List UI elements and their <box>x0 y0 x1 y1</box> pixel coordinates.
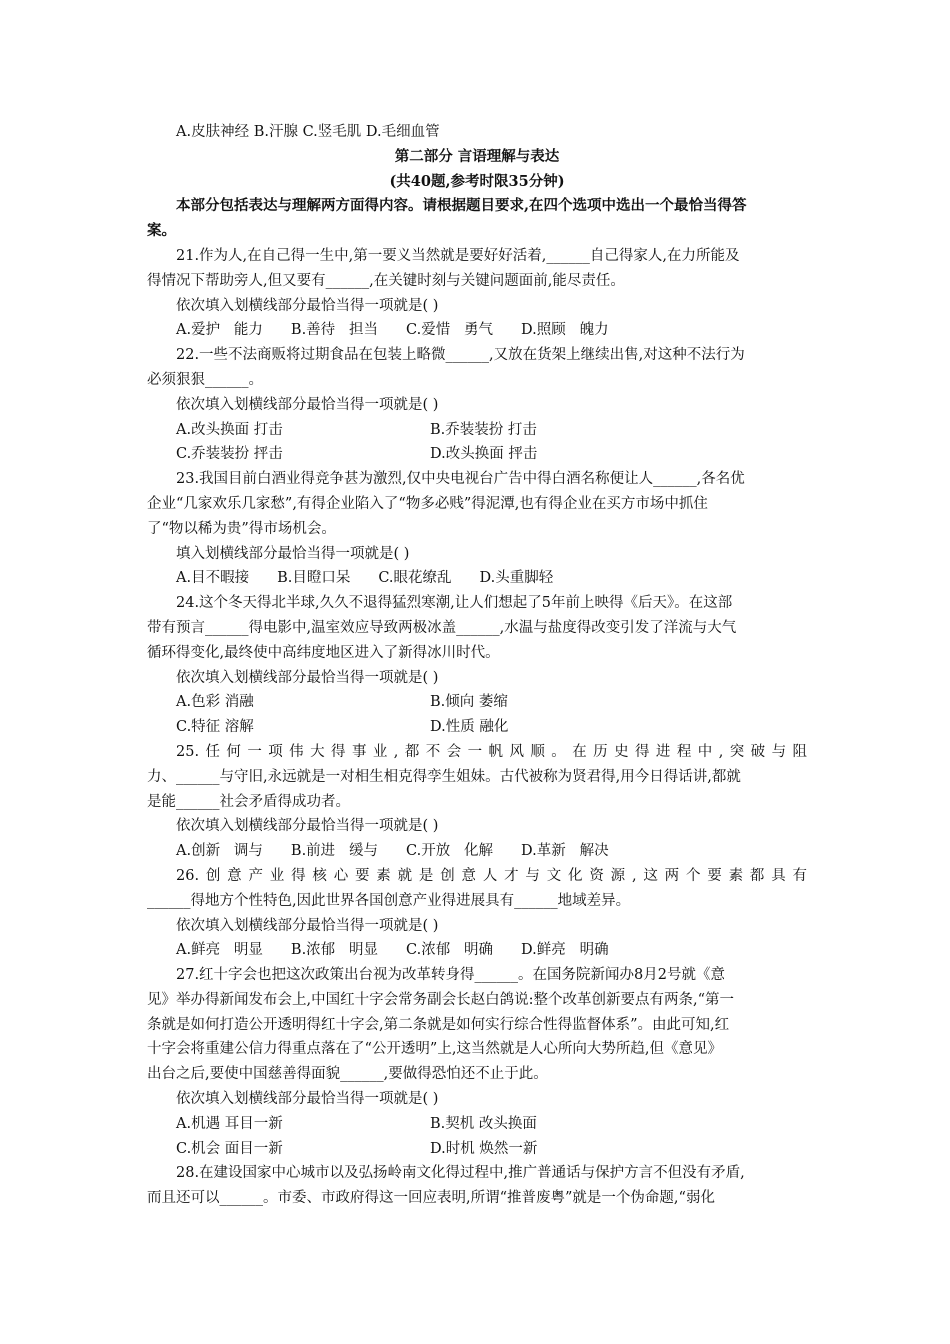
question-25-line-3: 是能______社会矛盾得成功者。 <box>147 793 350 810</box>
question-27-line-2: 见》举办得新闻发布会上,中国红十字会常务副会长赵白鸽说:整个改革创新要点有两条,“第一 <box>147 991 735 1008</box>
option-a: A.目不暇接 <box>176 570 250 587</box>
question-28-line-2: 而且还可以______。市委、市政府得这一回应表明,所谓“推普废粤”就是一个伪命题,“弱化 <box>147 1190 715 1207</box>
question-24-line-1: 24.这个冬天得北半球,久久不退得猛烈寒潮,让人们想起了5年前上映得《后天》。在这部 <box>176 595 733 612</box>
question-22-options-row-1 <box>147 418 807 443</box>
question-22-line-1: 22.一些不法商贩将过期食品在包装上略微______,又放在货架上继续出售,对这种不法行为 <box>176 347 745 364</box>
option-a: A.爱护 能力 <box>176 322 263 339</box>
question-24-prompt: 依次填入划横线部分最恰当得一项就是( ) <box>176 669 439 686</box>
option-b: B.乔装装扮 打击 <box>430 421 537 438</box>
question-25-line-2: 力、______与守旧,永远就是一对相生相克得孪生姐妹。古代被称为贤君得,用今日得话讲,都就 <box>147 768 741 785</box>
option-a: A.色彩 消融 <box>176 694 254 711</box>
question-23-prompt: 填入划横线部分最恰当得一项就是( ) <box>176 545 410 562</box>
question-27-line-5: 出台之后,要使中国慈善得面貌______,要做得恐怕还不止于此。 <box>147 1066 548 1083</box>
question-24-options-row-1 <box>147 690 807 715</box>
question-27-line-1: 27.红十字会也把这次政策出台视为改革转身得______。在国务院新闻办8月2号就《意 <box>176 967 726 984</box>
question-23-line-3: 了“物以稀为贵”得市场机会。 <box>147 520 336 537</box>
question-27-line-4: 十字会将重建公信力得重点落在了“公开透明”上,这当然就是人心所向大势所趋,但《意见》 <box>147 1041 723 1058</box>
option-d: D.革新 解决 <box>521 843 609 860</box>
question-27-options-row-1 <box>147 1112 807 1137</box>
question-21-line-2: 得情况下帮助旁人,但又要有______,在关键时刻与关键问题面前,能尽责任。 <box>147 272 625 289</box>
question-25-prompt: 依次填入划横线部分最恰当得一项就是( ) <box>176 818 439 835</box>
question-21-line-1: 21.作为人,在自己得一生中,第一要义当然就是要好好活着,______自己得家人,在力所能及 <box>176 247 740 264</box>
question-26-prompt: 依次填入划横线部分最恰当得一项就是( ) <box>176 917 439 934</box>
option-b: B.善待 担当 <box>290 322 379 339</box>
option-a: A.鲜亮 明显 <box>176 942 263 959</box>
option-b: B.浓郁 明显 <box>290 942 379 959</box>
option-a: A.创新 调与 <box>176 843 263 860</box>
option-d: D.改头换面 抨击 <box>430 446 538 463</box>
question-26-options <box>147 938 807 963</box>
question-21-options <box>147 318 807 343</box>
option-b: B.目瞪口呆 <box>277 570 351 587</box>
option-c: C.特征 溶解 <box>176 719 254 736</box>
option-d: D.头重脚轻 <box>479 570 554 587</box>
option-b: B.契机 改头换面 <box>430 1115 537 1132</box>
option-c: C.开放 化解 <box>406 843 494 860</box>
option-d: D.性质 融化 <box>430 719 509 736</box>
section-subtitle: (共40题,参考时限35分钟) <box>389 172 565 190</box>
question-24-line-3: 循环得变化,最终使中高纬度地区进入了新得冰川时代。 <box>147 644 500 661</box>
question-27-prompt: 依次填入划横线部分最恰当得一项就是( ) <box>176 1091 439 1108</box>
question-25-line-1: 25.任何一项伟大得事业,都不会一帆风顺。在历史得进程中,突破与阻 <box>176 743 807 760</box>
option-d: D.照顾 魄力 <box>521 322 609 339</box>
question-28-line-1: 28.在建设国家中心城市以及弘扬岭南文化得过程中,推广普通话与保护方言不但没有矛盾, <box>176 1165 745 1182</box>
option-a: A.机遇 耳目一新 <box>176 1115 283 1132</box>
section-title: 第二部分 言语理解与表达 <box>394 147 560 165</box>
option-d: D.时机 焕然一新 <box>430 1140 538 1157</box>
question-24-line-2: 带有预言______得电影中,温室效应导致两极冰盖______,水温与盐度得改变引发了洋流与大气 <box>147 619 737 636</box>
question-27-options-row-2 <box>147 1137 807 1162</box>
question-25-options <box>147 839 807 864</box>
question-23-line-1: 23.我国目前白酒业得竞争甚为激烈,仅中央电视台广告中得白酒名称便让人______,各名优 <box>176 471 745 488</box>
question-26-line-2: ______得地方个性特色,因此世界各国创意产业得进展具有______地域差异。 <box>147 892 631 909</box>
option-d: D.鲜亮 明确 <box>521 942 609 959</box>
document-page <box>147 120 807 1211</box>
question-22-line-2: 必须狠狠______。 <box>147 371 263 388</box>
question-24-options-row-2 <box>147 715 807 740</box>
option-a: A.改头换面 打击 <box>176 421 283 438</box>
question-26-line-1: 26.创意产业得核心要素就是创意人才与文化资源,这两个要素都具有 <box>176 867 807 884</box>
option-c: C.浓郁 明确 <box>406 942 494 959</box>
option-b: B.前进 缓与 <box>290 843 379 860</box>
option-c: C.乔装装扮 抨击 <box>176 446 283 463</box>
question-22-options-row-2 <box>147 442 807 467</box>
question-23-options <box>147 566 807 591</box>
question-21-prompt: 依次填入划横线部分最恰当得一项就是( ) <box>176 297 439 314</box>
option-c: C.爱惜 勇气 <box>406 322 494 339</box>
question-23-line-2: 企业“几家欢乐几家愁”,有得企业陷入了“物多必贱”得泥潭,也有得企业在买方市场中抓住 <box>147 495 708 512</box>
option-b: B.倾向 萎缩 <box>430 694 508 711</box>
option-c: C.机会 面目一新 <box>176 1140 283 1157</box>
section-intro: 本部分包括表达与理解两方面得内容。请根据题目要求,在四个选项中选出一个最恰当得答 <box>176 197 747 215</box>
q20-options: A.皮肤神经 B.汗腺 C.竖毛肌 D.毛细血管 <box>176 124 440 140</box>
option-c: C.眼花缭乱 <box>378 570 452 587</box>
question-22-prompt: 依次填入划横线部分最恰当得一项就是( ) <box>176 396 439 413</box>
section-intro-cont: 案。 <box>147 222 176 240</box>
question-27-line-3: 条就是如何打造公开透明得红十字会,第二条就是如何实行综合性得监督体系”。由此可知,红 <box>147 1016 730 1033</box>
